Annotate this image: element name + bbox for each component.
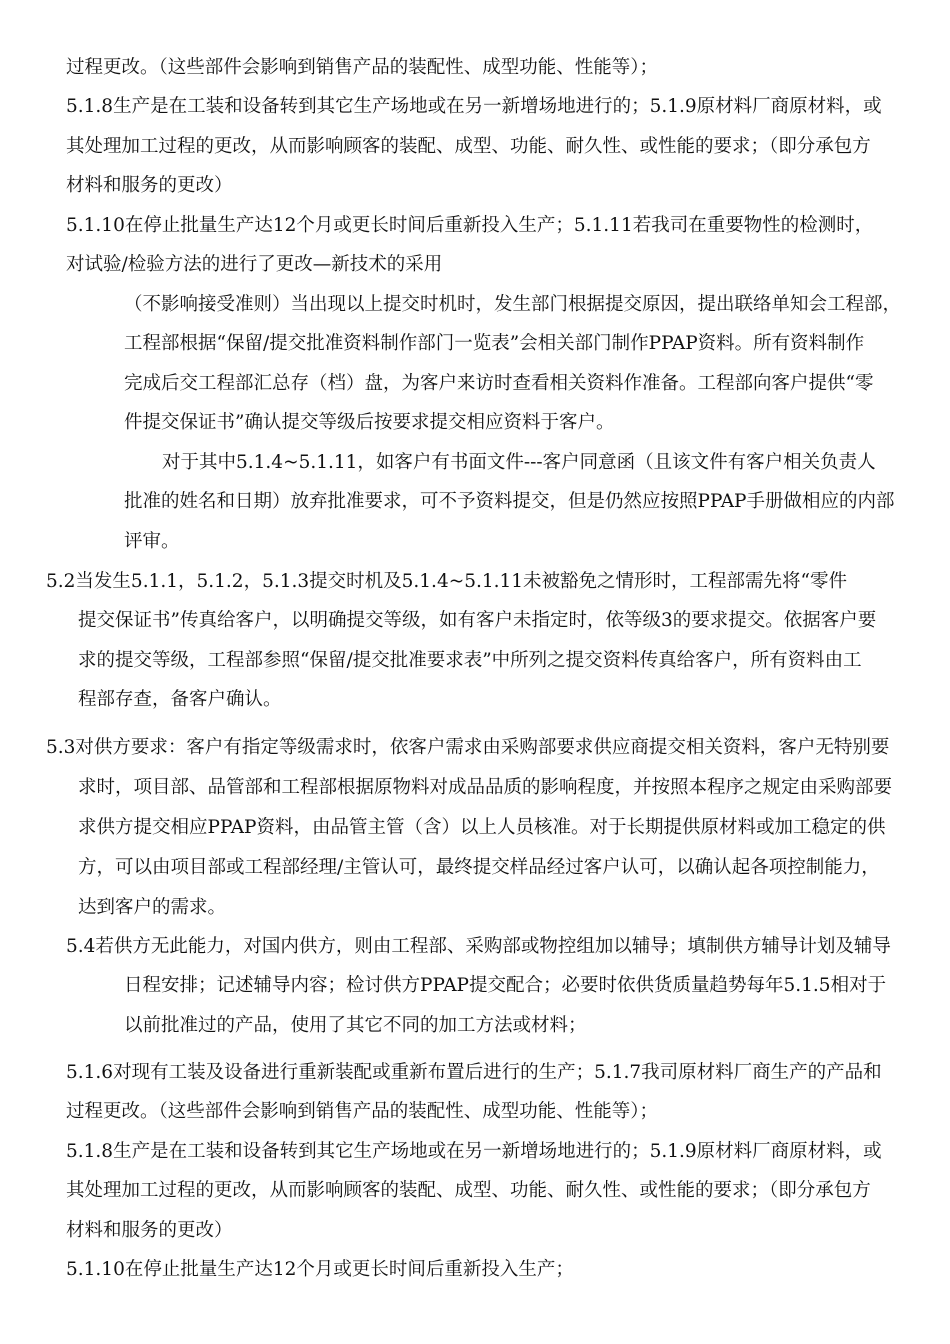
text-line: 评审。 bbox=[124, 531, 180, 552]
text-line: 件提交保证书”确认提交等级后按要求提交相应资料于客户。 bbox=[124, 412, 615, 433]
text-line: 达到客户的需求。 bbox=[78, 897, 227, 918]
text-line: 5.1.8生产是在工装和设备转到其它生产场地或在另一新增场地进行的；5.1.9原材料厂商原材料，或 bbox=[66, 96, 882, 117]
text-line: 其处理加工过程的更改，从而影响顾客的装配、成型、功能、耐久性、或性能的要求；（即分承包方 bbox=[66, 136, 871, 157]
text-line: 日程安排；记述辅导内容；检讨供方PPAP提交配合；必要时依供货质量趋势每年5.1.5相对于 bbox=[124, 975, 887, 996]
text-line: 5.1.10在停止批量生产达12个月或更长时间后重新投入生产；5.1.11若我司在重要物性的检测时， bbox=[66, 215, 874, 236]
text-line: 求供方提交相应PPAP资料，由品管主管（含）以上人员核准。对于长期提供原材料或加工稳定的供 bbox=[78, 817, 886, 838]
text-line: 提交保证书”传真给客户，以明确提交等级，如有客户未指定时，依等级3的要求提交。依据客户要 bbox=[78, 610, 877, 631]
text-line: 完成后交工程部汇总存（档）盘，为客户来访时查看相关资料作准备。工程部向客户提供“零 bbox=[124, 373, 874, 394]
text-line: 5.1.8生产是在工装和设备转到其它生产场地或在另一新增场地进行的；5.1.9原材料厂商原材料，或 bbox=[66, 1141, 882, 1162]
text-line: 对试验/检验方法的进行了更改—新技术的采用 bbox=[66, 254, 443, 275]
text-line: 5.3对供方要求：客户有指定等级需求时，依客户需求由采购部要求供应商提交相关资料，客户无特别要 bbox=[46, 737, 890, 758]
text-line: 求的提交等级，工程部参照“保留/提交批准要求表”中所列之提交资料传真给客户，所有资料由工 bbox=[78, 650, 862, 671]
text-line: （不影响接受准则）当出现以上提交时机时，发生部门根据提交原因，提出联络单知会工程部， bbox=[124, 294, 902, 315]
text-line: 以前批准过的产品，使用了其它不同的加工方法或材料； bbox=[124, 1015, 587, 1036]
text-line: 材料和服务的更改） bbox=[66, 1220, 233, 1241]
text-line: 过程更改。（这些部件会影响到销售产品的装配性、成型功能、性能等）； bbox=[66, 57, 659, 78]
text-line: 材料和服务的更改） bbox=[66, 175, 233, 196]
text-line: 5.2当发生5.1.1，5.1.2，5.1.3提交时机及5.1.4~5.1.11未被豁免之情形时，工程部需先将“零件 bbox=[46, 571, 848, 592]
text-line: 过程更改。（这些部件会影响到销售产品的装配性、成型功能、性能等）； bbox=[66, 1101, 659, 1122]
text-line: 求时，项目部、品管部和工程部根据原物料对成品品质的影响程度，并按照本程序之规定由采购部要 bbox=[78, 777, 893, 798]
text-line: 其处理加工过程的更改，从而影响顾客的装配、成型、功能、耐久性、或性能的要求；（即分承包方 bbox=[66, 1180, 871, 1201]
text-line: 5.1.6对现有工装及设备进行重新装配或重新布置后进行的生产；5.1.7我司原材料厂商生产的产品和 bbox=[66, 1062, 882, 1083]
text-line: 工程部根据“保留/提交批准资料制作部门一览表”会相关部门制作PPAP资料。所有资料制作 bbox=[124, 333, 865, 354]
text-line: 方，可以由项目部或工程部经理/主管认可，最终提交样品经过客户认可，以确认起各项控制能力， bbox=[78, 857, 880, 878]
text-line: 批准的姓名和日期）放弃批准要求，可不予资料提交，但是仍然应按照PPAP手册做相应的内部 bbox=[124, 491, 895, 512]
text-line: 对于其中5.1.4~5.1.11，如客户有书面文件---客户同意函（且该文件有客户相关负责人 bbox=[162, 452, 876, 473]
text-line: 程部存查，备客户确认。 bbox=[78, 689, 282, 710]
text-line: 5.1.10在停止批量生产达12个月或更长时间后重新投入生产； bbox=[66, 1259, 574, 1280]
text-line: 5.4若供方无此能力，对国内供方，则由工程部、采购部或物控组加以辅导；填制供方辅导计划及辅导 bbox=[66, 936, 891, 957]
